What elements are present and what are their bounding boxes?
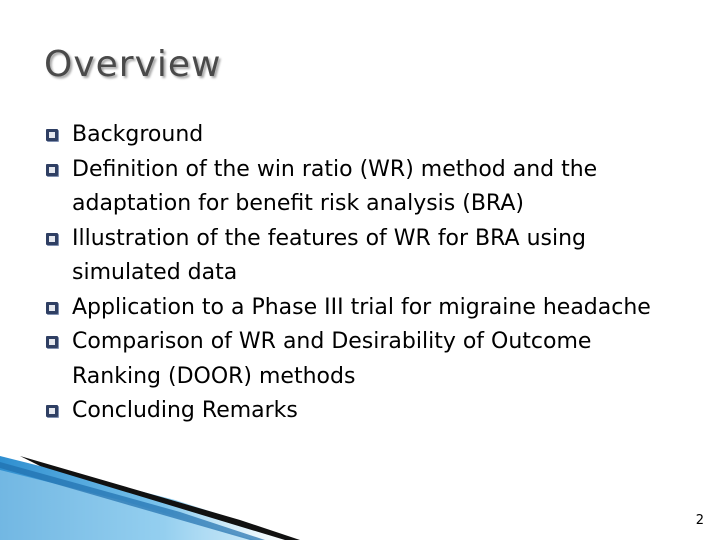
bullet-item <box>44 118 684 153</box>
bullet-item <box>44 394 684 429</box>
hollow-square-bullet-icon <box>46 336 58 348</box>
bullet-item <box>44 222 684 291</box>
bullet-text: Application to a Phase III trial for migraine headache <box>72 294 651 320</box>
bullet-item <box>44 291 684 326</box>
hollow-square-bullet-icon <box>46 233 58 245</box>
hollow-square-bullet-icon <box>46 164 58 176</box>
hollow-square-bullet-icon <box>46 302 58 314</box>
page-number: 2 <box>695 513 704 528</box>
bullet-list <box>44 118 684 429</box>
bullet-text: Definition of the win ratio (WR) method and the adaptation for benefit risk analysis (BRA) <box>72 156 598 216</box>
bullet-item <box>44 325 684 394</box>
bullet-item <box>44 153 684 222</box>
hollow-square-bullet-icon <box>46 129 58 141</box>
bullet-text: Comparison of WR and Desirability of Outcome Ranking (DOOR) methods <box>72 329 592 389</box>
slide-title: Overview <box>44 44 222 85</box>
bullet-text: Concluding Remarks <box>72 398 298 423</box>
bullet-text: Illustration of the features of WR for BRA using simulated data <box>72 225 587 285</box>
hollow-square-bullet-icon <box>46 405 58 417</box>
bullet-text: Background <box>72 122 204 147</box>
